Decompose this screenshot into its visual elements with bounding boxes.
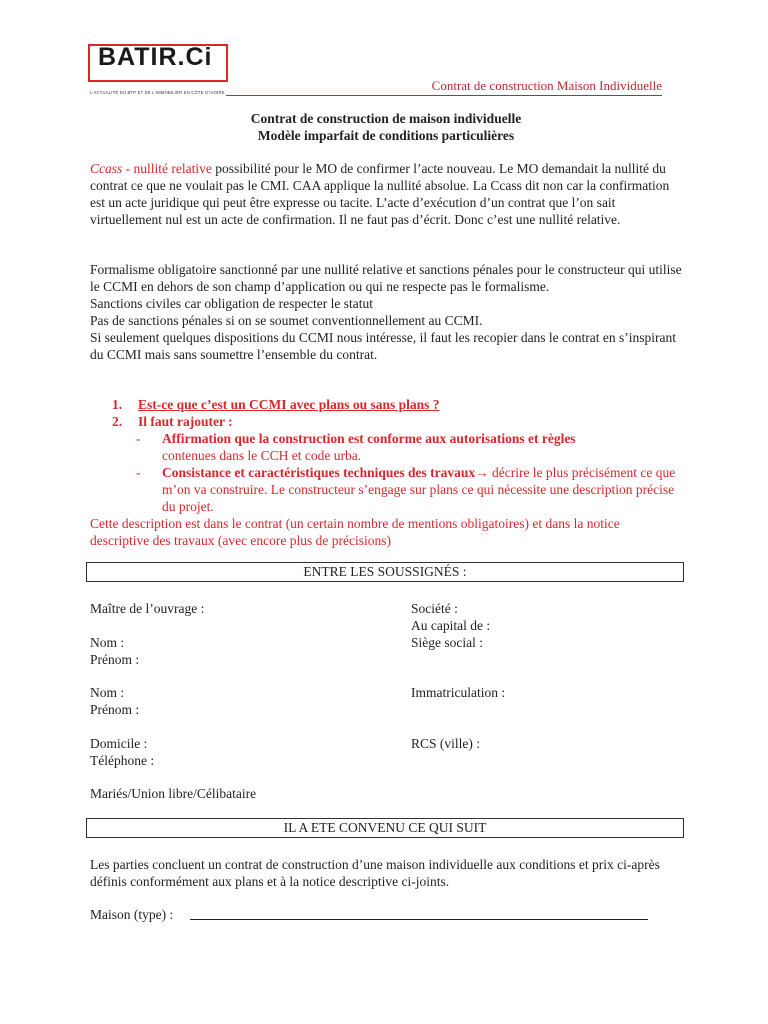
convention-heading: IL A ETE CONVENU CE QUI SUIT bbox=[86, 818, 684, 838]
ccass-term: Ccass bbox=[90, 161, 123, 176]
list-item-text: Il faut rajouter : bbox=[138, 414, 233, 429]
list-item-text: Est-ce que c’est un CCMI avec plans ou sans plans ? bbox=[138, 397, 440, 412]
prenom-field-1: Prénom : bbox=[90, 652, 140, 667]
situation-field: Mariés/Union libre/Célibataire bbox=[90, 786, 257, 801]
list-item bbox=[90, 413, 682, 430]
document-title bbox=[90, 110, 682, 144]
convention-paragraph: Les parties concluent un contrat de construction d’une maison individuelle aux conditions et prix ci-après définis conformément aux plans et à la notice descriptive ci-joints. bbox=[90, 857, 660, 889]
dispositions-line: Si seulement quelques dispositions du CCMI nous intéresse, il faut les recopier dans le contrat en s’inspirant du CCMI mais sans soumettre l’ensemble du contrat. bbox=[90, 330, 677, 362]
sub-list-item bbox=[90, 464, 682, 515]
ccass-separator: - bbox=[122, 161, 134, 176]
sanctions-penales-line: Pas de sanctions pénales si on se soumet conventionnellement au CCMI. bbox=[90, 313, 483, 328]
domicile-field: Domicile : bbox=[90, 736, 148, 751]
nom-field-1: Nom : bbox=[90, 635, 125, 650]
capital-field: Au capital de : bbox=[411, 618, 491, 633]
list-number: 1. bbox=[112, 397, 123, 412]
immatriculation-field: Immatriculation : bbox=[411, 685, 506, 700]
sub-list-item bbox=[90, 430, 682, 464]
prenom-field-2: Prénom : bbox=[90, 702, 140, 717]
maison-type-input-line[interactable] bbox=[190, 919, 648, 920]
nullite-term: nullité relative bbox=[133, 161, 212, 176]
nom-field-2: Nom : bbox=[90, 685, 125, 700]
rcs-field: RCS (ville) : bbox=[411, 736, 481, 751]
sub-item-rest: contenues dans le CCH et code urba. bbox=[162, 448, 362, 463]
paragraph-ccass bbox=[90, 160, 682, 228]
header-title: Contrat de construction Maison Individuelle bbox=[431, 78, 662, 93]
parties-heading: ENTRE LES SOUSSIGNÉS : bbox=[86, 562, 684, 582]
paragraph-ccass-text: possibilité pour le MO de confirmer l’acte nouveau. Le MO demandait la nullité du contrat ce que ne voulait pas le CMI. CAA applique la nullité absolue. La Ccass dit non car la confirmation est un acte juridique qui peut être expresse ou tacite. L’acte d’exécution d’un contrat que l’on sait virtuellement nul est un acte de confirmation. Il ne faut pas d’écrit. Donc c’est une nullité relative. bbox=[90, 161, 670, 227]
sub-item-bold: Consistance et caractéristiques techniques des travaux bbox=[162, 465, 476, 480]
dash-bullet: - bbox=[136, 465, 141, 480]
title-line-2: Modèle imparfait de conditions particulières bbox=[257, 128, 515, 143]
siege-social-field: Siège social : bbox=[411, 635, 483, 650]
paragraph-formalisme bbox=[90, 261, 682, 363]
batirci-logo bbox=[88, 44, 226, 96]
arrow-icon: → bbox=[475, 465, 489, 480]
maitre-ouvrage-field: Maître de l’ouvrage : bbox=[90, 601, 205, 616]
maison-type-label: Maison (type) : bbox=[90, 907, 174, 922]
logo-frame bbox=[88, 44, 228, 82]
sanctions-civiles-line: Sanctions civiles car obligation de respecter le statut bbox=[90, 296, 374, 311]
dash-bullet: - bbox=[136, 431, 141, 446]
telephone-field: Téléphone : bbox=[90, 753, 155, 768]
numbered-list bbox=[90, 396, 682, 549]
list-number: 2. bbox=[112, 414, 123, 429]
formalisme-line: Formalisme obligatoire sanctionné par une nullité relative et sanctions pénales pour le constructeur qui utilise le CCMI en dehors de son champ d’application ou qui ne respecte pas le formalisme. bbox=[90, 262, 682, 294]
header-divider bbox=[226, 95, 662, 96]
logo-tagline: L'ACTUALITÉ DU BTP ET DE L'IMMOBILIER EN CÔTE D'IVOIRE bbox=[90, 90, 225, 95]
description-note: Cette description est dans le contrat (un certain nombre de mentions obligatoires) et dans la notice descriptive des travaux (avec encore plus de précisions) bbox=[90, 516, 620, 548]
title-line-1: Contrat de construction de maison individuelle bbox=[250, 111, 522, 126]
list-item bbox=[90, 396, 682, 413]
sub-item-bold: Affirmation que la construction est conforme aux autorisations et règles bbox=[162, 431, 576, 446]
sub-item-rest: décrire le plus précisément ce que m’on va construire. Le constructeur s’engage sur plans ce qui nécessite une description précise du projet. bbox=[162, 465, 676, 514]
logo-text: BATIR.Ci bbox=[98, 43, 213, 71]
societe-field: Société : bbox=[411, 601, 458, 616]
